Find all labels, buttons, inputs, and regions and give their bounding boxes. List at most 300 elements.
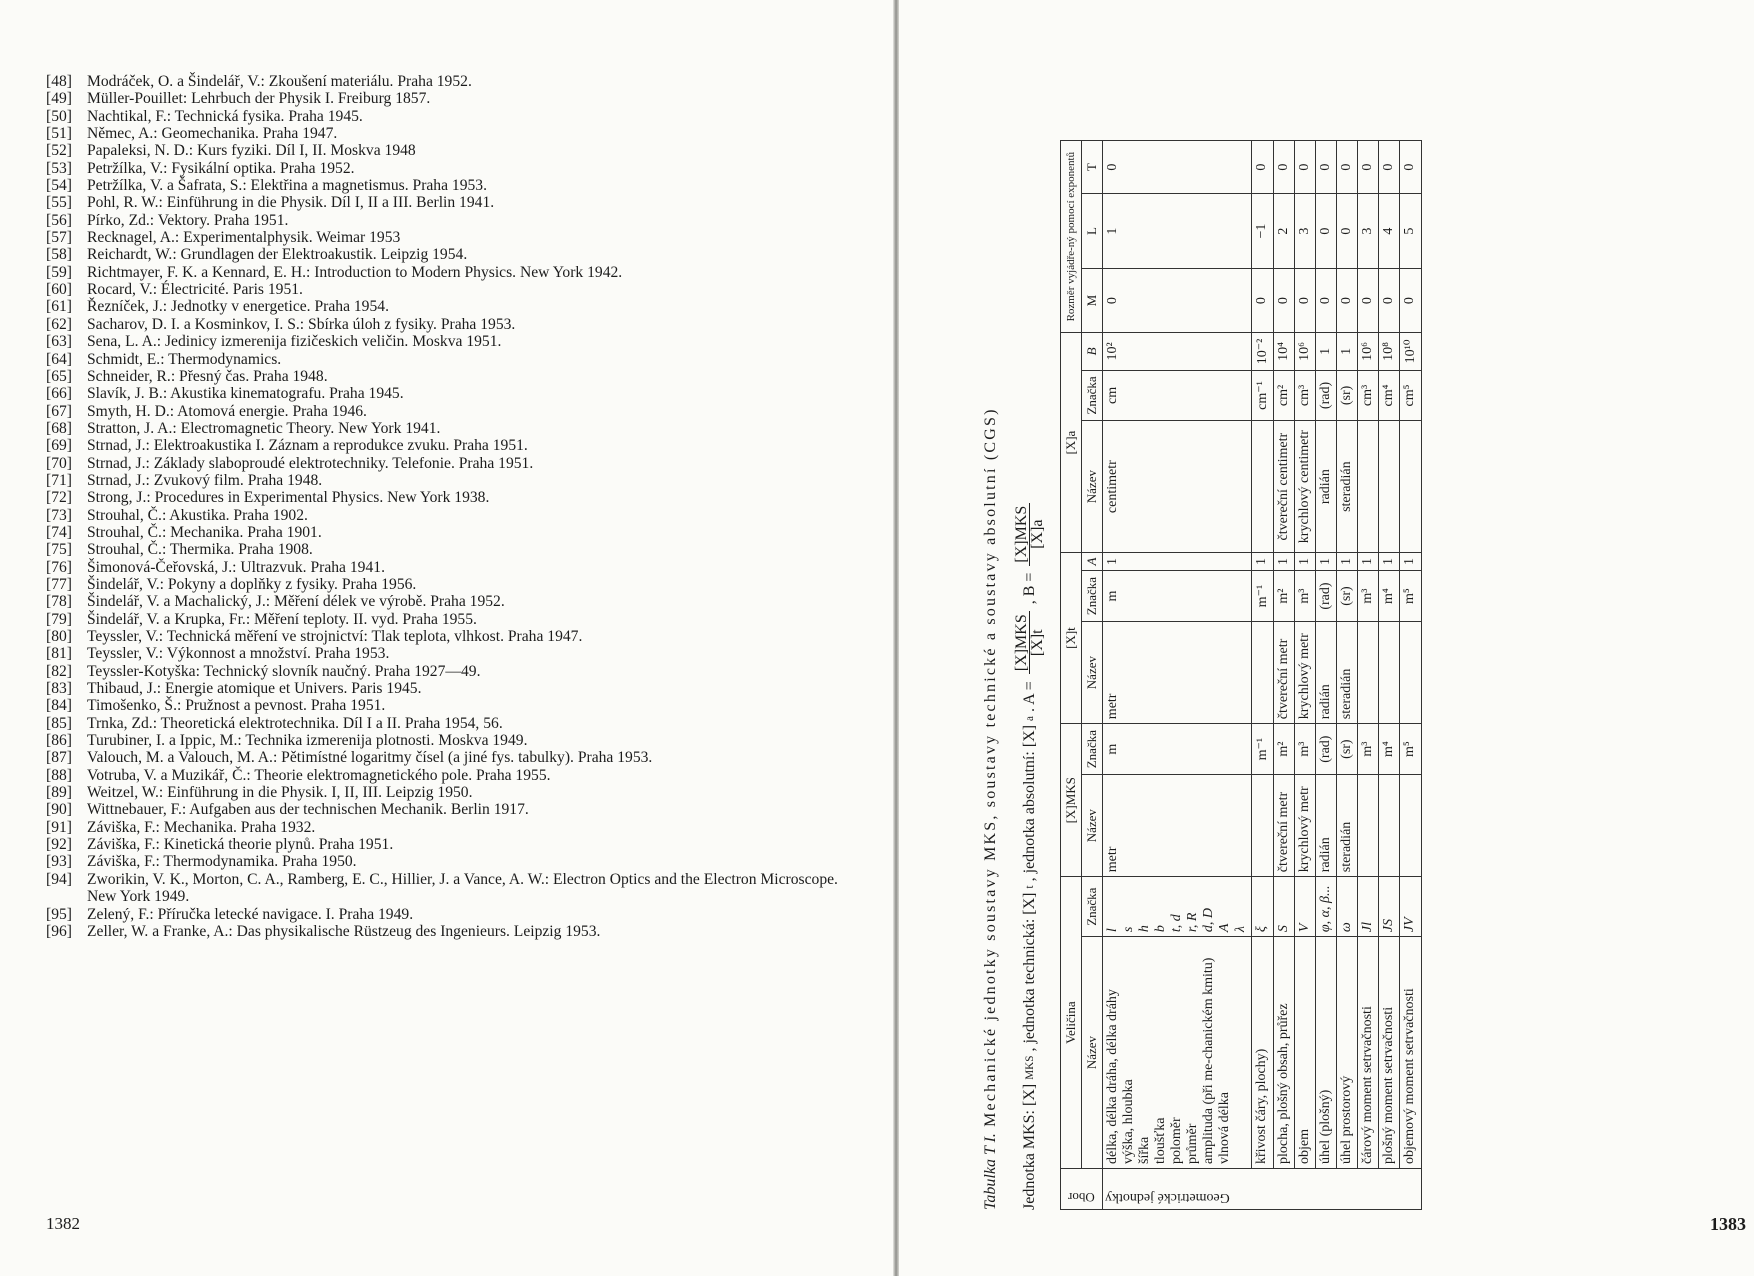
reference-number: [81] (46, 645, 72, 663)
header-t-znacka: Značka (1082, 571, 1103, 622)
cell-m: 0 (1400, 268, 1422, 332)
reference-item (46, 871, 856, 906)
cell-znacka: l s h b t, d r, R d, D A λ (1103, 877, 1252, 937)
cell-b: 10⁸ (1379, 333, 1400, 370)
cell-a-nazev (1379, 421, 1400, 552)
header-znacka: Značka (1082, 877, 1103, 937)
reference-item (46, 194, 856, 211)
reference-text: Slavík, J. B.: Akustika kinematografu. Praha 1945. (87, 385, 404, 403)
cell-t-nazev (1400, 622, 1422, 724)
cell-t-znacka: m (1103, 571, 1252, 622)
cell-b: 1 (1316, 333, 1337, 370)
header-t: T (1082, 141, 1103, 194)
reference-number: [57] (46, 229, 72, 247)
reference-number: [80] (46, 628, 72, 645)
mks-sub: MKS (1023, 1055, 1036, 1080)
reference-text: Wittnebauer, F.: Aufgaben aus der technischen Mechanik. Berlin 1917. (87, 801, 529, 819)
reference-item (46, 853, 856, 870)
reference-item (46, 455, 856, 472)
cell-a-nazev (1252, 421, 1274, 552)
cell-a-znacka: cm² (1274, 370, 1295, 421)
cell-l: 3 (1295, 194, 1316, 269)
tech-sub: t (1023, 885, 1036, 889)
header-x-a: [X]a (1061, 333, 1082, 553)
reference-item (46, 229, 856, 246)
reference-item (46, 160, 856, 177)
cell-t: 0 (1358, 141, 1379, 194)
table-caption (982, 70, 1000, 1210)
table-subcaption (1014, 70, 1045, 1210)
cell-t-nazev: metr (1103, 622, 1252, 724)
reference-item (46, 298, 856, 315)
reference-text: Zworikin, V. K., Morton, C. A., Ramberg, E. C., Hillier, J. a Vance, A. W.: Electron Optics and the Electron Microscope. New York 1949. (87, 870, 838, 906)
group-label: Geometrické jednotky (1105, 1190, 1230, 1205)
reference-number: [50] (46, 107, 72, 125)
cell-t-nazev (1379, 622, 1400, 724)
table-caption-title: Tabulka T I. (982, 1133, 999, 1210)
cell-b: 10⁶ (1358, 333, 1379, 370)
reference-text: Strong, J.: Procedures in Experimental Physics. New York 1938. (87, 489, 490, 507)
cell-t-znacka: m⁴ (1379, 571, 1400, 622)
b-equation: , B = (1020, 572, 1038, 605)
reference-text: Stratton, J. A.: Electromagnetic Theory. New York 1941. (87, 419, 441, 437)
reference-text: Timošenko, Š.: Pružnost a pevnost. Praha 1951. (87, 697, 386, 715)
reference-text: Rocard, V.: Électricité. Paris 1951. (87, 281, 303, 299)
cell-a: 1 (1103, 552, 1252, 570)
cell-mks-nazev (1358, 775, 1379, 877)
cell-a-znacka: cm³ (1295, 370, 1316, 421)
reference-text: Šindelář, V. a Machalický, J.: Měření délek ve výrobě. Praha 1952. (87, 593, 505, 611)
reference-item (46, 524, 856, 541)
cell-a-znacka: (sr) (1337, 370, 1358, 421)
reference-text: Teyssler, V.: Technická měření ve strojnictví: Tlak teplota, vlhkost. Praha 1947. (87, 628, 583, 645)
reference-item (46, 281, 856, 298)
header-t-nazev: Název (1082, 622, 1103, 724)
reference-number: [59] (46, 263, 72, 281)
cell-t: 0 (1379, 141, 1400, 194)
cell-a: 1 (1400, 552, 1422, 570)
cell-b: 1 (1337, 333, 1358, 370)
reference-number: [53] (46, 159, 72, 177)
cell-a: 1 (1358, 552, 1379, 570)
cell-mks-znacka: m³ (1358, 724, 1379, 775)
reference-number: [65] (46, 367, 72, 385)
cell-l: −1 (1252, 194, 1274, 269)
cell-m: 0 (1274, 268, 1295, 332)
reference-item (46, 403, 856, 420)
cell-b: 10⁻² (1252, 333, 1274, 370)
reference-item (46, 906, 856, 923)
units-table-body (1103, 141, 1422, 1210)
reference-number: [79] (46, 610, 72, 628)
header-a-znacka: Značka (1082, 370, 1103, 421)
cell-l: 2 (1274, 194, 1295, 269)
cell-m: 0 (1252, 268, 1274, 332)
reference-text: Petržílka, V.: Fysikální optika. Praha 1952. (87, 159, 355, 177)
cell-znacka: V (1295, 877, 1316, 937)
reference-item (46, 177, 856, 194)
reference-item (46, 125, 856, 142)
reference-number: [96] (46, 922, 72, 940)
cell-a: 1 (1337, 552, 1358, 570)
reference-item (46, 385, 856, 402)
reference-text: Smyth, H. D.: Atomová energie. Praha 1946. (87, 402, 367, 420)
cell-t-znacka: m⁵ (1400, 571, 1422, 622)
header-l: L (1082, 194, 1103, 269)
reference-number: [83] (46, 680, 72, 698)
reference-number: [75] (46, 541, 72, 559)
cell-a: 1 (1274, 552, 1295, 570)
reference-text: Votruba, V. a Muzikář, Č.: Theorie elektromagnetického pole. Praha 1955. (87, 766, 551, 784)
cell-b: 10¹⁰ (1400, 333, 1422, 370)
cell-a-nazev (1400, 421, 1422, 552)
reference-number: [87] (46, 749, 72, 767)
cell-znacka: S (1274, 877, 1295, 937)
reference-item (46, 316, 856, 333)
cell-a: 1 (1295, 552, 1316, 570)
cell-t: 0 (1337, 141, 1358, 194)
cell-nazev: úhel (plošný) (1316, 937, 1337, 1169)
reference-item (46, 264, 856, 281)
header-mks-znacka: Značka (1082, 724, 1103, 775)
b-fraction (1014, 503, 1045, 566)
cell-l: 3 (1358, 194, 1379, 269)
cell-znacka: ω (1337, 877, 1358, 937)
cell-mks-znacka: (rad) (1316, 724, 1337, 775)
cell-mks-znacka: m³ (1295, 724, 1316, 775)
cell-mks-znacka: m⁴ (1379, 724, 1400, 775)
cell-t-znacka: (rad) (1316, 571, 1337, 622)
header-m: M (1082, 268, 1103, 332)
table-row (1274, 141, 1295, 1210)
reference-number: [92] (46, 836, 72, 854)
cell-nazev: plocha, plošný obsah, průřez (1274, 937, 1295, 1169)
a-equation: . A = (1020, 681, 1038, 712)
reference-item (46, 680, 856, 697)
cell-mks-nazev (1379, 775, 1400, 877)
cell-a-znacka: cm (1103, 370, 1252, 421)
page-number-left: 1382 (46, 1214, 80, 1233)
reference-number: [55] (46, 194, 72, 212)
header-x-mks: [X]MKS (1061, 724, 1082, 877)
reference-number: [48] (46, 73, 72, 90)
cell-a-znacka: cm⁴ (1379, 370, 1400, 421)
cell-l: 5 (1400, 194, 1422, 269)
reference-number: [60] (46, 281, 72, 299)
reference-number: [85] (46, 714, 72, 732)
cell-t: 0 (1252, 141, 1274, 194)
cell-znacka: ξ (1252, 877, 1274, 937)
reference-text: Weitzel, W.: Einführung in die Physik. I, II, III. Leipzig 1950. (87, 784, 473, 802)
reference-number: [86] (46, 732, 72, 750)
reference-item (46, 90, 856, 107)
cell-mks-nazev: radián (1316, 775, 1337, 877)
reference-text: Sacharov, D. I. a Kosminkov, I. S.: Sbírka úloh z fysiky. Praha 1953. (87, 315, 516, 333)
cell-m: 0 (1295, 268, 1316, 332)
header-rozmer: Rozměr vyjádře-ný pomocí exponentů (1061, 141, 1082, 333)
reference-text: Němec, A.: Geomechanika. Praha 1947. (87, 125, 338, 143)
reference-number: [77] (46, 575, 72, 593)
cell-mks-nazev (1400, 775, 1422, 877)
reference-number: [56] (46, 211, 72, 229)
table-row (1316, 141, 1337, 1210)
cell-t-nazev: steradián (1337, 622, 1358, 724)
reference-item (46, 142, 856, 159)
cell-a-nazev: radián (1316, 421, 1337, 552)
cell-t: 0 (1274, 141, 1295, 194)
reference-item (46, 611, 856, 628)
cell-t-znacka: m⁻¹ (1252, 571, 1274, 622)
reference-text: Petržílka, V. a Šafrata, S.: Elektřina a magnetismus. Praha 1953. (87, 177, 488, 195)
reference-text: Schneider, R.: Přesný čas. Praha 1948. (87, 367, 328, 385)
reference-item (46, 472, 856, 489)
reference-item (46, 923, 856, 940)
reference-number: [63] (46, 333, 72, 351)
header-obor: Obor (1068, 1190, 1095, 1205)
reference-text: Müller-Pouillet: Lehrbuch der Physik I. Freiburg 1857. (87, 90, 431, 108)
cell-t-nazev: krychlový metr (1295, 622, 1316, 724)
reference-number: [64] (46, 350, 72, 368)
reference-number: [82] (46, 662, 72, 680)
table-row (1103, 141, 1252, 1210)
cell-a-nazev: čtvereční centimetr (1274, 421, 1295, 552)
reference-item (46, 801, 856, 818)
cell-a-nazev: centimetr (1103, 421, 1252, 552)
cell-t: 0 (1103, 141, 1252, 194)
rotated-table-block (982, 70, 1754, 1210)
reference-number: [73] (46, 506, 72, 524)
cell-nazev: délka, délka dráha, délka dráhy výška, hloubka šířka tloušťka poloměr průměr amplituda (při me-chanickém kmitu) vlnová délka (1103, 937, 1252, 1169)
reference-text: Zeller, W. a Franke, A.: Das physikalische Rüstzeug des Ingenieurs. Leipzig 1953. (87, 922, 601, 940)
a-fraction (1014, 611, 1045, 674)
reference-item (46, 645, 856, 662)
reference-item (46, 368, 856, 385)
cell-m: 0 (1103, 268, 1252, 332)
cell-t-znacka: m³ (1295, 571, 1316, 622)
cell-mks-znacka: m (1103, 724, 1252, 775)
reference-text: Strouhal, Č.: Akustika. Praha 1902. (87, 506, 308, 524)
reference-text: Teyssler, V.: Výkonnost a množství. Praha 1953. (87, 645, 390, 663)
reference-item (46, 767, 856, 784)
reference-item (46, 576, 856, 593)
reference-text: Pohl, R. W.: Einführung in die Physik. Díl I, II a III. Berlin 1941. (87, 194, 495, 212)
reference-number: [51] (46, 125, 72, 143)
reference-item (46, 246, 856, 263)
abs-sub: a (1023, 715, 1036, 721)
cell-a-znacka: cm⁵ (1400, 370, 1422, 421)
reference-text: Řezníček, J.: Jednotky v energetice. Praha 1954. (87, 298, 389, 316)
cell-t: 0 (1295, 141, 1316, 194)
cell-mks-nazev: krychlový metr (1295, 775, 1316, 877)
cell-t: 0 (1400, 141, 1422, 194)
reference-item (46, 489, 856, 506)
reference-number: [69] (46, 437, 72, 455)
table-row (1252, 141, 1274, 1210)
reference-text: Strouhal, Č.: Thermika. Praha 1908. (87, 541, 313, 559)
cell-a-znacka: (rad) (1316, 370, 1337, 421)
cell-mks-znacka: m² (1274, 724, 1295, 775)
reference-item (46, 836, 856, 853)
reference-text: Schmidt, E.: Thermodynamics. (87, 350, 282, 368)
reference-number: [71] (46, 471, 72, 489)
cell-nazev: objem (1295, 937, 1316, 1169)
header-nazev: Název (1082, 937, 1103, 1169)
cell-t-znacka: m³ (1358, 571, 1379, 622)
cell-t-znacka: m² (1274, 571, 1295, 622)
reference-text: Richtmayer, F. K. a Kennard, E. H.: Introduction to Modern Physics. New York 1942. (87, 263, 623, 281)
reference-number: [93] (46, 853, 72, 871)
header-a-nazev: Název (1082, 421, 1103, 552)
tech-label: , jednotka technická: [X] (1020, 892, 1038, 1052)
reference-number: [84] (46, 697, 72, 715)
reference-text: Strnad, J.: Základy slaboproudé elektrotechniky. Telefonie. Praha 1951. (87, 454, 534, 472)
reference-number: [76] (46, 558, 72, 576)
reference-number: [74] (46, 523, 72, 541)
reference-text: Šimonová-Čeřovská, J.: Ultrazvuk. Praha 1941. (87, 558, 385, 576)
reference-item (46, 819, 856, 836)
cell-m: 0 (1379, 268, 1400, 332)
page-number-right: 1383 (1710, 1214, 1746, 1234)
cell-a-znacka: cm³ (1358, 370, 1379, 421)
reference-item (46, 715, 856, 732)
reference-text: Turubiner, I. a Ippic, M.: Technika izmerenija plotnosti. Moskva 1949. (87, 732, 528, 750)
cell-l: 0 (1337, 194, 1358, 269)
cell-mks-nazev: metr (1103, 775, 1252, 877)
reference-text: Zelený, F.: Příručka letecké navigace. I. Praha 1949. (87, 905, 414, 923)
cell-mks-znacka: m⁻¹ (1252, 724, 1274, 775)
cell-a-znacka: cm⁻¹ (1252, 370, 1274, 421)
cell-a: 1 (1252, 552, 1274, 570)
cell-nazev: čárový moment setrvačnosti (1358, 937, 1379, 1169)
reference-text: Reichardt, W.: Grundlagen der Elektroakustik. Leipzig 1954. (87, 246, 468, 264)
reference-text: Thibaud, J.: Energie atomique et Univers. Paris 1945. (87, 680, 422, 698)
cell-mks-nazev: čtvereční metr (1274, 775, 1295, 877)
cell-mks-nazev: steradián (1337, 775, 1358, 877)
reference-item (46, 437, 856, 454)
reference-number: [62] (46, 315, 72, 333)
cell-b: 10² (1103, 333, 1252, 370)
reference-number: [49] (46, 90, 72, 108)
header-x-t: [X]t (1061, 552, 1082, 723)
header-velicina: Veličina (1061, 877, 1082, 1169)
units-table (1060, 140, 1422, 1210)
b-denominator: [X]a (1029, 519, 1046, 549)
cell-znacka: Jl (1358, 877, 1379, 937)
reference-item (46, 351, 856, 368)
table-row (1337, 141, 1358, 1210)
reference-list (46, 73, 856, 940)
table-caption-text: Mechanické jednotky soustavy MKS, soustavy technické a soustavy absolutní (CGS) (982, 407, 999, 1127)
header-mks-nazev: Název (1082, 775, 1103, 877)
header-b: B (1082, 333, 1103, 370)
reference-text: Záviška, F.: Mechanika. Praha 1932. (87, 818, 316, 836)
reference-item (46, 507, 856, 524)
cell-a-nazev: krychlový centimetr (1295, 421, 1316, 552)
b-numerator: [X]MKS (1014, 503, 1030, 566)
cell-znacka: JS (1379, 877, 1400, 937)
reference-text: Trnka, Zd.: Theoretická elektrotechnika. Díl I a II. Praha 1954, 56. (87, 714, 503, 732)
reference-number: [68] (46, 419, 72, 437)
a-numerator: [X]MKS (1014, 611, 1030, 674)
reference-text: Nachtikal, F.: Technická fysika. Praha 1945. (87, 107, 363, 125)
cell-znacka: JV (1400, 877, 1422, 937)
cell-a: 1 (1379, 552, 1400, 570)
cell-t-nazev: čtvereční metr (1274, 622, 1295, 724)
reference-number: [66] (46, 385, 72, 403)
reference-text: Strnad, J.: Elektroakustika I. Záznam a reprodukce zvuku. Praha 1951. (87, 437, 528, 455)
cell-l: 0 (1316, 194, 1337, 269)
cell-mks-nazev (1252, 775, 1274, 877)
reference-text: Teyssler-Kotyška: Technický slovník naučný. Praha 1927—49. (87, 662, 481, 680)
table-row (1295, 141, 1316, 1210)
reference-text: Záviška, F.: Thermodynamika. Praha 1950. (87, 853, 357, 871)
reference-item (46, 663, 856, 680)
reference-item (46, 108, 856, 125)
reference-item (46, 333, 856, 350)
reference-number: [67] (46, 402, 72, 420)
reference-item (46, 541, 856, 558)
table-row (1379, 141, 1400, 1210)
reference-item (46, 420, 856, 437)
cell-a-nazev (1358, 421, 1379, 552)
reference-item (46, 559, 856, 576)
reference-item (46, 732, 856, 749)
cell-l: 4 (1379, 194, 1400, 269)
reference-number: [54] (46, 177, 72, 195)
cell-nazev: úhel prostorový (1337, 937, 1358, 1169)
cell-nazev: objemový moment setrvačnosti (1400, 937, 1422, 1169)
reference-number: [70] (46, 454, 72, 472)
reference-text: Sena, L. A.: Jedinicy izmerenija fizičeskich veličin. Moskva 1951. (87, 333, 502, 351)
cell-t-nazev: radián (1316, 622, 1337, 724)
mks-label: Jednotka MKS: [X] (1020, 1083, 1038, 1210)
reference-text: Pírko, Zd.: Vektory. Praha 1951. (87, 211, 289, 229)
reference-number: [95] (46, 905, 72, 923)
cell-a: 1 (1316, 552, 1337, 570)
cell-t: 0 (1316, 141, 1337, 194)
reference-number: [90] (46, 801, 72, 819)
cell-l: 1 (1103, 194, 1252, 269)
cell-m: 0 (1358, 268, 1379, 332)
cell-nazev: plošný moment setrvačnosti (1379, 937, 1400, 1169)
reference-number: [58] (46, 246, 72, 264)
reference-item (46, 593, 856, 610)
header-a: A (1082, 552, 1103, 570)
cell-b: 10⁴ (1274, 333, 1295, 370)
reference-item (46, 697, 856, 714)
reference-text: Papaleksi, N. D.: Kurs fyziki. Díl I, II. Moskva 1948 (87, 142, 416, 160)
reference-number: [94] (46, 870, 72, 888)
reference-text: Valouch, M. a Valouch, M. A.: Pětimístné logaritmy čísel (a jiné fys. tabulky). Praha 1953. (87, 749, 653, 767)
cell-t-nazev (1252, 622, 1274, 724)
reference-number: [52] (46, 142, 72, 160)
reference-number: [91] (46, 818, 72, 836)
cell-nazev: křivost čáry, plochy) (1252, 937, 1274, 1169)
reference-text: Záviška, F.: Kinetická theorie plynů. Praha 1951. (87, 836, 394, 854)
reference-number: [61] (46, 298, 72, 316)
cell-m: 0 (1337, 268, 1358, 332)
reference-item (46, 628, 856, 645)
group-label-cell (1103, 1169, 1422, 1210)
table-row (1358, 141, 1379, 1210)
cell-t-nazev (1358, 622, 1379, 724)
abs-label: , jednotka absolutní: [X] (1020, 724, 1038, 882)
reference-item (46, 73, 856, 90)
reference-number: [89] (46, 784, 72, 802)
cell-a-nazev: steradián (1337, 421, 1358, 552)
reference-text: Šindelář, V.: Pokyny a doplňky z fysiky. Praha 1956. (87, 575, 417, 593)
reference-text: Modráček, O. a Šindelář, V.: Zkoušení materiálu. Praha 1952. (87, 73, 472, 90)
